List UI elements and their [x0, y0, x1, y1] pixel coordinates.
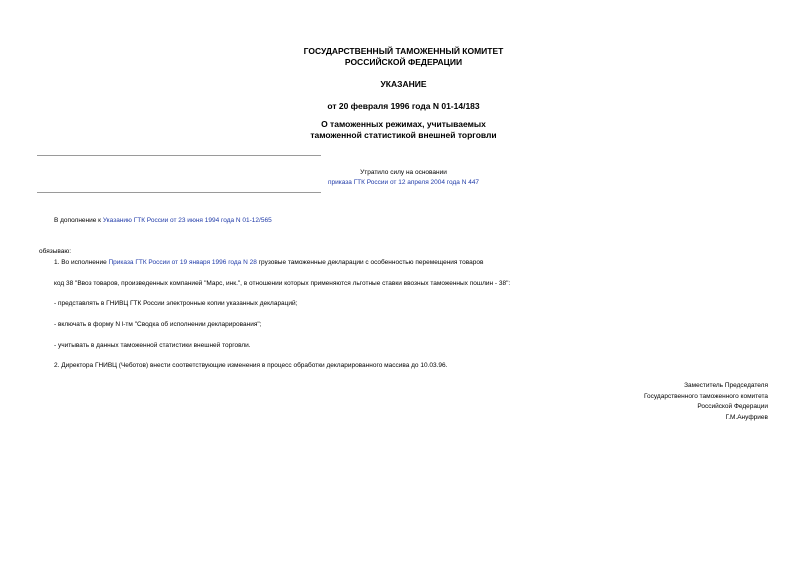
org-name-line2: РОССИЙСКОЙ ФЕДЕРАЦИИ [344, 57, 463, 67]
divider-bottom [37, 192, 321, 193]
signature-line3: Российской Федерации [697, 403, 768, 410]
item1-prefix: 1. Во исполнение [54, 259, 109, 266]
item1-paragraph [54, 258, 483, 267]
signature-name: Г.М.Ануфриев [725, 413, 768, 421]
doc-date-number: от 20 февраля 1996 года N 01-14/183 [327, 101, 480, 111]
bullet-3: - учитывать в данных таможенной статистики внешней торговли. [54, 342, 251, 349]
status-note-text: Утратило силу на основании [360, 169, 447, 176]
divider-top [37, 155, 321, 156]
item1-link[interactable]: Приказа ГТК России от 19 января 1996 года N 28 [108, 259, 257, 266]
org-name-line1: ГОСУДАРСТВЕННЫЙ ТАМОЖЕННЫЙ КОМИТЕТ [303, 46, 504, 56]
doc-title-line2: таможенной статистикой внешней торговли [310, 130, 497, 140]
signature-line2: Государственного таможенного комитета [643, 392, 768, 400]
intro-paragraph [54, 216, 272, 225]
signature-line1: Заместитель Председателя [684, 382, 768, 389]
item1-line2: код 38 "Ввоз товаров, произведенных компанией "Марс, инк.", в отношении которых применяются льготные ставки ввозных таможенных пошлин - 38": [54, 280, 511, 287]
status-note-link[interactable]: приказа ГТК России от 12 апреля 2004 года N 447 [327, 179, 480, 186]
intro-prefix: В дополнение к [54, 217, 103, 224]
item2-paragraph: 2. Директора ГНИВЦ (Чеботов) внести соответствующие изменения в процесс обработки декларированного массива до 10.03.96. [54, 362, 448, 369]
bullet-1: - представлять в ГНИВЦ ГТК России электронные копии указанных деклараций; [54, 300, 298, 307]
doc-type: УКАЗАНИЕ [380, 79, 427, 89]
bullet-2: - включать в форму N l-тм "Сводка об исполнении декларирования"; [54, 321, 262, 328]
doc-title-line1: О таможенных режимах, учитываемых [321, 119, 486, 129]
signature-block [644, 381, 768, 423]
obligate-text: обязываю: [39, 248, 72, 255]
item1-suffix: грузовые таможенные декларации с особенностью перемещения товаров [256, 259, 484, 266]
intro-link[interactable]: Указанию ГТК России от 23 июня 1994 года N 01-12/565 [102, 217, 272, 224]
